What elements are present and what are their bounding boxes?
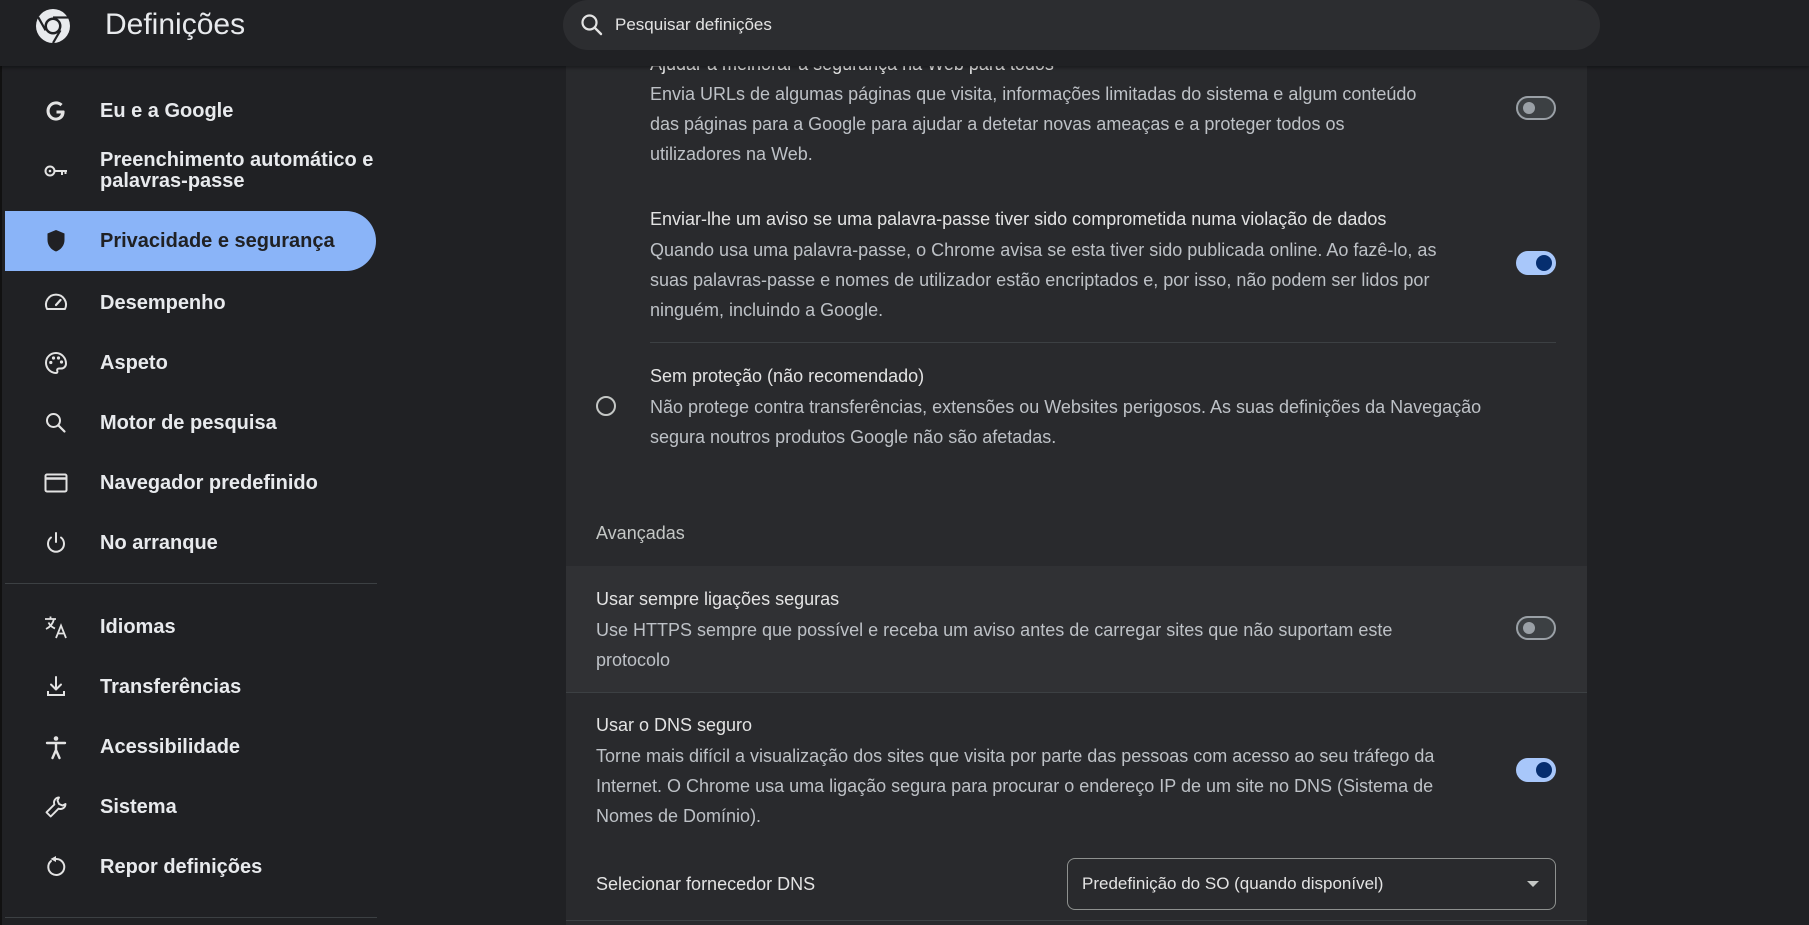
sidebar-item-default-browser[interactable] [5,453,376,513]
sidebar-divider [5,917,377,918]
palette-icon [41,348,71,378]
sidebar-item-privacy-security[interactable] [5,211,376,271]
sidebar-item-label: Privacidade e segurança [100,229,335,252]
https-always-description [596,615,1476,675]
dns-provider-select[interactable] [1067,858,1556,910]
sidebar-item-label: Navegador predefinido [100,471,318,494]
download-icon [41,672,71,702]
sidebar-item-label: Sistema [100,795,177,818]
toggle-knob [1536,255,1552,271]
wrench-icon [41,792,71,822]
search-icon [579,12,605,38]
https-always-title: Usar sempre ligações seguras [596,589,840,609]
row-divider [566,920,1587,921]
advanced-section-heading: Avançadas [596,523,685,543]
sidebar-item-label [100,150,373,192]
shield-icon [41,226,71,256]
sidebar-item-downloads[interactable] [5,657,376,717]
secure-dns-toggle[interactable] [1516,758,1556,782]
sidebar-item-label: Aspeto [100,351,168,374]
description-line: das páginas para a Google para ajudar a detetar novas ameaças e a proteger todos os [650,114,1345,134]
chevron-down-icon [1527,881,1539,887]
reset-icon [41,852,71,882]
https-always-toggle[interactable] [1516,616,1556,640]
no-protection-description [650,392,1550,452]
dns-provider-value: Predefinição do SO (quando disponível) [1082,874,1384,893]
accessibility-icon [41,732,71,762]
sidebar-divider [5,583,377,584]
sidebar-item-performance[interactable] [5,273,376,333]
sidebar-item-autofill[interactable] [5,141,376,201]
search-input[interactable] [613,10,1517,40]
sidebar-item-label: Eu e a Google [100,99,234,122]
description-line: Use HTTPS sempre que possível e receba um aviso antes de carregar sites que não suportam este [596,620,1393,640]
toggle-knob [1523,622,1535,634]
description-line: Quando usa uma palavra-passe, o Chrome avisa se esta tiver sido publicada online. Ao fazê-lo, as [650,240,1437,260]
description-line: Nomes de Domínio). [596,806,762,826]
privacy-settings-card [566,66,1587,925]
description-line: suas palavras-passe e nomes de utilizador estão encriptados e, por isso, não podem ser lidos por [650,270,1430,290]
secure-dns-description [596,741,1496,831]
chrome-logo-icon [34,7,72,45]
sidebar-item-appearance[interactable] [5,333,376,393]
description-line: utilizadores na Web. [650,144,813,164]
improve-security-toggle[interactable] [1516,96,1556,120]
password-warning-description [650,235,1510,325]
sidebar-item-system[interactable] [5,777,376,837]
description-line: segura noutros produtos Google não são afetadas. [650,427,1057,447]
google-g-icon [41,96,71,126]
secure-dns-title: Usar o DNS seguro [596,715,753,735]
search-box[interactable] [563,0,1600,50]
https-always-row[interactable] [566,566,1587,692]
toggle-knob [1536,762,1552,778]
sidebar-item-label: Idiomas [100,615,176,638]
page-title: Definições [105,8,246,41]
sidebar [0,66,380,925]
password-warning-title: Enviar-lhe um aviso se uma palavra-passe tiver sido comprometida numa violação de dados [650,209,1387,229]
no-protection-title: Sem proteção (não recomendado) [650,366,925,386]
improve-security-description [650,79,1490,169]
description-line: Não protege contra transferências, extensões ou Websites perigosos. As suas definições da Navegação [650,397,1482,417]
sidebar-item-on-startup[interactable] [5,513,376,573]
sidebar-item-label: Transferências [100,675,242,698]
description-line: ninguém, incluindo a Google. [650,300,884,320]
sidebar-item-label: Desempenho [100,291,226,314]
power-icon [41,528,71,558]
search-icon [41,408,71,438]
header [0,0,1809,66]
sidebar-item-accessibility[interactable] [5,717,376,777]
no-protection-radio[interactable] [596,396,616,416]
browser-window-icon [41,468,71,498]
key-icon [41,156,71,186]
translate-icon [41,612,71,642]
sidebar-item-label: Acessibilidade [100,735,241,758]
row-divider [650,342,1556,343]
description-line: Torne mais difícil a visualização dos sites que visita por parte das pessoas com acesso ao seu tráfego da [596,746,1435,766]
description-line: Envia URLs de algumas páginas que visita, informações limitadas do sistema e algum conteúdo [650,84,1417,104]
sidebar-item-label: Repor definições [100,855,263,878]
speedometer-icon [41,288,71,318]
row-divider [566,692,1587,693]
description-line: Internet. O Chrome usa uma ligação segura para procurar o endereço IP de um site no DNS (Sistema de [596,776,1434,796]
sidebar-item-languages[interactable] [5,597,376,657]
sidebar-item-label: Motor de pesquisa [100,411,277,434]
sidebar-item-label-line1: Preenchimento automático e [100,149,374,171]
sidebar-item-search-engine[interactable] [5,393,376,453]
password-warning-toggle[interactable] [1516,251,1556,275]
sidebar-item-you-and-google[interactable] [5,81,376,141]
sidebar-item-reset-settings[interactable] [5,837,376,897]
dns-provider-label: Selecionar fornecedor DNS [596,874,816,894]
description-line: protocolo [596,650,671,670]
toggle-knob [1523,102,1535,114]
sidebar-item-label-line2: palavras-passe [100,170,245,192]
sidebar-item-label: No arranque [100,531,218,554]
